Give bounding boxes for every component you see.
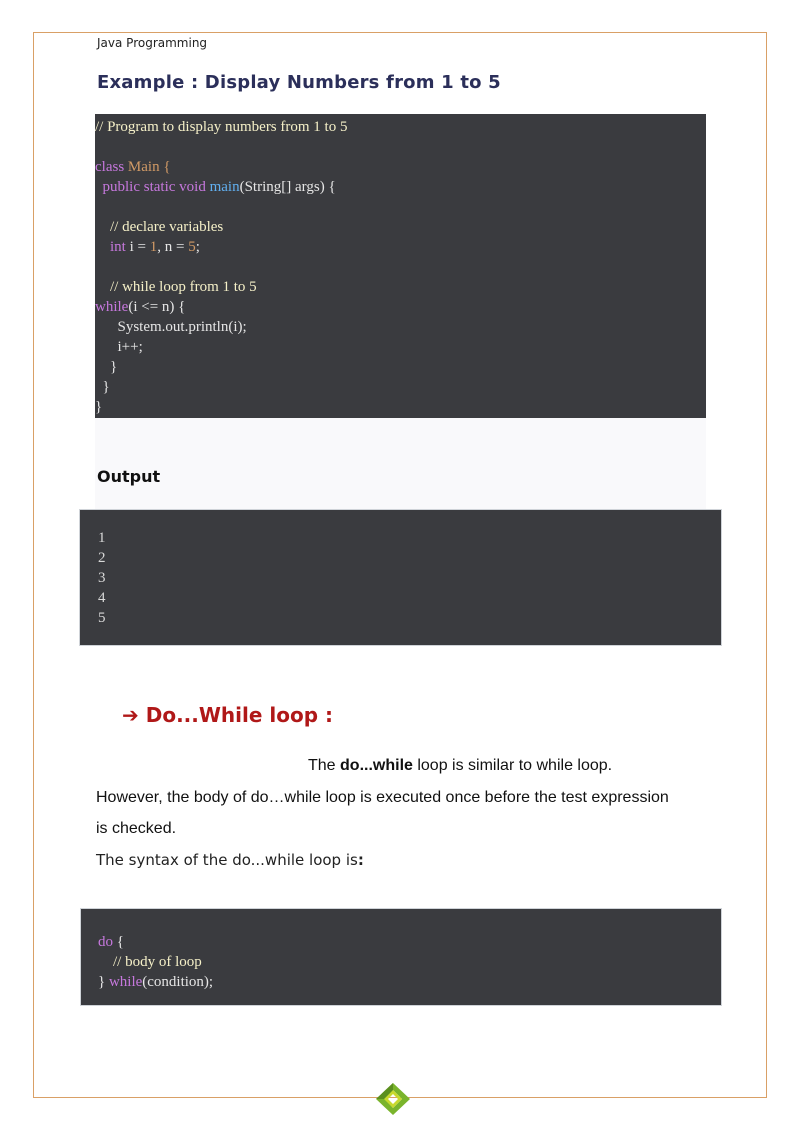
code-line: } (95, 359, 118, 375)
paragraph: The do...while loop is similar to while loop. (308, 757, 613, 774)
output-line: 4 (98, 590, 106, 606)
code-block-output (79, 509, 722, 646)
code-line: // while loop from 1 to 5 (95, 279, 257, 295)
output-line: 2 (98, 550, 106, 566)
output-line: 1 (98, 530, 106, 546)
code-line (95, 137, 706, 157)
page-header: Java Programming (97, 36, 208, 50)
code-line: do { (98, 934, 124, 950)
code-line: class Main { (95, 159, 171, 175)
paragraph: However, the body of do…while loop is executed once before the test expression (96, 789, 669, 806)
example-heading: Example : Display Numbers from 1 to 5 (97, 72, 501, 93)
code-line: System.out.println(i); (95, 319, 247, 335)
code-line: // body of loop (98, 954, 202, 970)
code-line: } while(condition); (98, 974, 214, 990)
code-line: while(i <= n) { (95, 299, 186, 315)
code-block-syntax (80, 908, 722, 1006)
dowhile-heading (122, 703, 333, 727)
code-block-program (95, 114, 706, 418)
output-line: 3 (98, 570, 106, 586)
code-line: } (95, 399, 103, 415)
code-line: i++; (95, 339, 143, 355)
output-line: 5 (98, 610, 106, 626)
output-heading: Output (97, 467, 161, 486)
code-line (95, 197, 706, 217)
code-line: public static void main(String[] args) { (102, 179, 336, 195)
code-line: int i = 1, n = 5; (110, 239, 200, 255)
code-line (95, 257, 706, 277)
code-line: } (95, 379, 110, 395)
dowhile-heading-text: Do...While loop : (145, 703, 334, 727)
paragraph: is checked. (96, 820, 177, 837)
arrow-right-icon: ➔ (122, 703, 139, 727)
paragraph: The syntax of the do...while loop is: (96, 851, 364, 869)
brand-logo-icon (374, 1081, 412, 1117)
spacer-band (95, 418, 706, 510)
code-line: // Program to display numbers from 1 to 5 (95, 119, 348, 135)
code-line: // declare variables (95, 219, 224, 235)
